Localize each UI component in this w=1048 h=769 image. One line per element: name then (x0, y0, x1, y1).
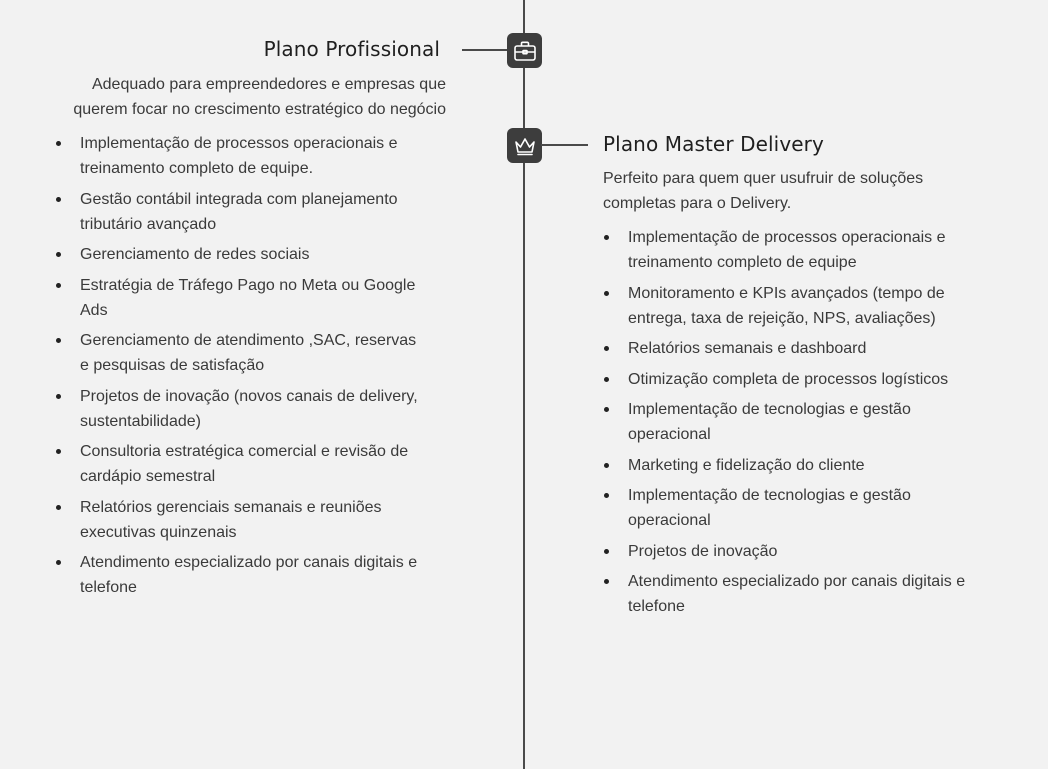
list-item: Projetos de inovação (novos canais de delivery, sustentabilidade) (55, 384, 425, 434)
briefcase-icon (507, 33, 542, 68)
timeline-line (523, 0, 525, 769)
crown-icon (507, 128, 542, 163)
list-item: Implementação de tecnologias e gestão operacional (603, 397, 993, 447)
plan-master-connector (541, 144, 588, 146)
list-item: Monitoramento e KPIs avançados (tempo de entrega, taxa de rejeição, NPS, avaliações) (603, 281, 993, 331)
list-item: Gerenciamento de redes sociais (55, 242, 425, 267)
list-item: Otimização completa de processos logísticos (603, 367, 993, 392)
plan-master-description: Perfeito para quem quer usufruir de soluções completas para o Delivery. (603, 170, 924, 212)
plan-profissional-description: Adequado para empreendedores e empresas que querem focar no crescimento estratégico do negócio (73, 76, 446, 118)
plan-master-features (603, 225, 993, 625)
plan-profissional-features (55, 131, 425, 606)
list-item: Implementação de processos operacionais e treinamento completo de equipe. (55, 131, 425, 181)
list-item: Marketing e fidelização do cliente (603, 453, 993, 478)
list-item: Relatórios semanais e dashboard (603, 336, 993, 361)
list-item: Estratégia de Tráfego Pago no Meta ou Google Ads (55, 273, 425, 323)
plan-profissional-title: Plano Profissional (263, 37, 440, 61)
list-item: Gerenciamento de atendimento ,SAC, reservas e pesquisas de satisfação (55, 328, 425, 378)
list-item: Consultoria estratégica comercial e revisão de cardápio semestral (55, 439, 425, 489)
list-item: Implementação de tecnologias e gestão operacional (603, 483, 993, 533)
list-item: Atendimento especializado por canais digitais e telefone (603, 569, 993, 619)
plan-master-title: Plano Master Delivery (603, 132, 824, 156)
list-item: Projetos de inovação (603, 539, 993, 564)
plan-profissional-connector (462, 49, 508, 51)
list-item: Atendimento especializado por canais digitais e telefone (55, 550, 425, 600)
list-item: Gestão contábil integrada com planejamento tributário avançado (55, 187, 425, 237)
list-item: Relatórios gerenciais semanais e reuniões executivas quinzenais (55, 495, 425, 545)
list-item: Implementação de processos operacionais e treinamento completo de equipe (603, 225, 993, 275)
